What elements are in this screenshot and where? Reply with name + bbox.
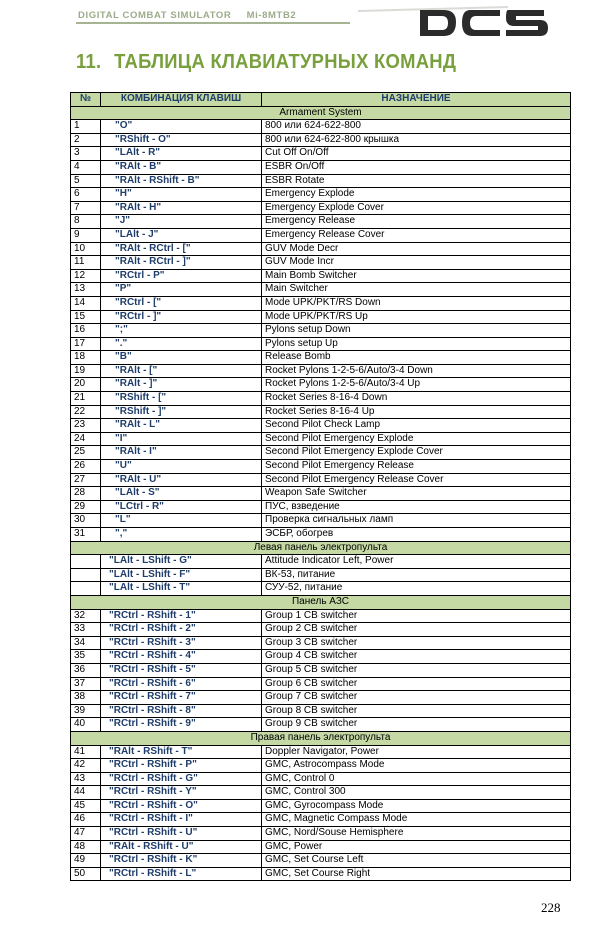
key-combination: "RCtrl - RShift - G" [101,772,262,786]
section-row [71,106,571,120]
table-row [71,704,571,718]
table-row [71,419,571,433]
key-combination: "RAlt - [" [101,364,262,378]
command-purpose: GMC, Power [262,840,571,854]
section-label: Правая панель электропульта [71,731,571,745]
command-purpose: Rocket Pylons 1-2-5-6/Auto/3-4 Up [262,378,571,392]
table-row [71,446,571,460]
key-combination: "RAlt - H" [101,201,262,215]
row-number: 17 [71,337,101,351]
command-purpose: Emergency Release Cover [262,228,571,242]
row-number: 8 [71,215,101,229]
command-purpose: GMC, Astrocompass Mode [262,759,571,773]
key-combination: "RCtrl - RShift - 9" [101,718,262,732]
table-row [71,405,571,419]
command-purpose: Second Pilot Check Lamp [262,419,571,433]
command-purpose: Group 2 CB switcher [262,623,571,637]
section-title: ТАБЛИЦА КЛАВИАТУРНЫХ КОМАНД [114,51,457,73]
table-header-row [71,93,571,107]
table-row [71,813,571,827]
command-purpose: ВК-53, питание [262,568,571,582]
table-row [71,759,571,773]
table-row [71,392,571,406]
row-number: 1 [71,120,101,134]
key-combination: "LAlt - LShift - F" [101,568,262,582]
row-number [71,568,101,582]
key-combination: "U" [101,460,262,474]
section-row [71,595,571,609]
table-row [71,460,571,474]
command-purpose: Mode UPK/PKT/RS Down [262,296,571,310]
column-header-purpose: НАЗНАЧЕНИЕ [262,93,571,107]
key-combination: "RCtrl - P" [101,269,262,283]
table-row [71,867,571,881]
table-row [71,609,571,623]
command-purpose: Rocket Pylons 1-2-5-6/Auto/3-4 Down [262,364,571,378]
key-combination: "RCtrl - [" [101,296,262,310]
column-header-keys: КОМБИНАЦИЯ КЛАВИШ [101,93,262,107]
command-purpose: Group 7 CB switcher [262,691,571,705]
key-combination: "J" [101,215,262,229]
key-combination: "I" [101,432,262,446]
section-row [71,731,571,745]
command-purpose: Group 3 CB switcher [262,636,571,650]
table-row [71,215,571,229]
key-combination: "RCtrl - RShift - 6" [101,677,262,691]
command-purpose: GUV Mode Incr [262,256,571,270]
key-combination: "RShift - [" [101,392,262,406]
table-row [71,269,571,283]
key-combination: "RAlt - I" [101,446,262,460]
row-number: 19 [71,364,101,378]
row-number: 28 [71,487,101,501]
key-combination: "LAlt - LShift - G" [101,555,262,569]
key-combination: "RCtrl - RShift - 8" [101,704,262,718]
key-combination: "RShift - O" [101,133,262,147]
table-row [71,623,571,637]
command-purpose: Emergency Explode [262,188,571,202]
row-number: 40 [71,718,101,732]
row-number: 49 [71,854,101,868]
table-row [71,500,571,514]
command-purpose: GMC, Control 300 [262,786,571,800]
table-row [71,351,571,365]
page-title [76,51,456,74]
key-combination: "RAlt - RShift - U" [101,840,262,854]
key-combination: "RCtrl - RShift - 7" [101,691,262,705]
page-number: 228 [541,900,561,915]
key-combination: "LAlt - J" [101,228,262,242]
row-number: 6 [71,188,101,202]
command-purpose: Group 6 CB switcher [262,677,571,691]
table-row [71,378,571,392]
row-number: 16 [71,324,101,338]
row-number: 43 [71,772,101,786]
row-number: 20 [71,378,101,392]
key-combination: "P" [101,283,262,297]
command-purpose: Release Bomb [262,351,571,365]
key-combination: "RCtrl - RShift - U" [101,827,262,841]
row-number: 48 [71,840,101,854]
row-number: 50 [71,867,101,881]
key-combination: "RAlt - L" [101,419,262,433]
table-row [71,432,571,446]
row-number: 3 [71,147,101,161]
page-header [0,0,607,42]
table-row [71,120,571,134]
command-purpose: Main Switcher [262,283,571,297]
row-number: 12 [71,269,101,283]
key-combination: "RCtrl - RShift - 5" [101,663,262,677]
header-rule [76,22,350,24]
key-combination: "LAlt - R" [101,147,262,161]
row-number: 2 [71,133,101,147]
key-combination: "RCtrl - RShift - Y" [101,786,262,800]
table-row [71,310,571,324]
table-row [71,324,571,338]
key-combination: "," [101,528,262,542]
table-row [71,677,571,691]
command-purpose: СУУ-52, питание [262,582,571,596]
column-header-number: № [71,93,101,107]
command-purpose: GMC, Set Course Right [262,867,571,881]
command-purpose: Mode UPK/PKT/RS Up [262,310,571,324]
table-row [71,827,571,841]
command-purpose: GMC, Nord/Souse Hemisphere [262,827,571,841]
row-number: 37 [71,677,101,691]
row-number: 5 [71,174,101,188]
key-combination: "RCtrl - ]" [101,310,262,324]
table-row [71,718,571,732]
row-number: 29 [71,500,101,514]
key-combination: "LAlt - S" [101,487,262,501]
key-combination: "RCtrl - RShift - K" [101,854,262,868]
key-combination: "L" [101,514,262,528]
table-row [71,133,571,147]
command-purpose: Second Pilot Emergency Release [262,460,571,474]
table-row [71,147,571,161]
header-text [78,10,296,21]
command-purpose: Rocket Series 8-16-4 Down [262,392,571,406]
table-row [71,772,571,786]
key-combination: "RAlt - RShift - T" [101,745,262,759]
command-purpose: Group 9 CB switcher [262,718,571,732]
row-number: 44 [71,786,101,800]
table-body [71,106,571,881]
row-number: 36 [71,663,101,677]
row-number: 18 [71,351,101,365]
row-number: 27 [71,473,101,487]
command-purpose: Doppler Navigator, Power [262,745,571,759]
header-simulator: DIGITAL COMBAT SIMULATOR [78,10,232,21]
table-row [71,514,571,528]
key-combination: "RAlt - RCtrl - ]" [101,256,262,270]
command-purpose: Group 4 CB switcher [262,650,571,664]
key-combination: "LCtrl - R" [101,500,262,514]
command-purpose: Second Pilot Emergency Explode [262,432,571,446]
row-number: 14 [71,296,101,310]
key-combination: "RCtrl - RShift - I" [101,813,262,827]
table-row [71,188,571,202]
table-row [71,337,571,351]
table-row [71,242,571,256]
key-combination: "RCtrl - RShift - 4" [101,650,262,664]
table-row [71,663,571,677]
row-number: 35 [71,650,101,664]
table-row [71,582,571,596]
table-row [71,228,571,242]
key-combination: "RAlt - RShift - B" [101,174,262,188]
row-number: 38 [71,691,101,705]
row-number: 9 [71,228,101,242]
key-combination: "RAlt - RCtrl - [" [101,242,262,256]
command-purpose: Weapon Safe Switcher [262,487,571,501]
row-number: 34 [71,636,101,650]
row-number: 47 [71,827,101,841]
table-row [71,283,571,297]
command-purpose: ПУС, взведение [262,500,571,514]
command-purpose: Emergency Explode Cover [262,201,571,215]
key-combination: "." [101,337,262,351]
row-number: 26 [71,460,101,474]
table-row [71,691,571,705]
row-number: 45 [71,799,101,813]
row-number: 32 [71,609,101,623]
table-row [71,786,571,800]
header-module: Mi-8MTB2 [246,10,297,21]
key-combination: "O" [101,120,262,134]
table-row [71,650,571,664]
keyboard-commands-table [70,92,571,881]
key-combination: "RCtrl - RShift - O" [101,799,262,813]
command-purpose: GUV Mode Decr [262,242,571,256]
row-number [71,582,101,596]
command-purpose: Attitude Indicator Left, Power [262,555,571,569]
table-row [71,555,571,569]
key-combination: "RAlt - U" [101,473,262,487]
row-number: 21 [71,392,101,406]
row-number: 23 [71,419,101,433]
row-number: 15 [71,310,101,324]
row-number: 22 [71,405,101,419]
table-row [71,174,571,188]
command-purpose: ESBR Rotate [262,174,571,188]
table-row [71,745,571,759]
dcs-logo [358,4,554,40]
command-purpose: Main Bomb Switcher [262,269,571,283]
section-label: Armament System [71,106,571,120]
row-number: 31 [71,528,101,542]
command-purpose: 800 или 624-622-800 [262,120,571,134]
section-number: 11. [76,51,102,73]
command-purpose: GMC, Magnetic Compass Mode [262,813,571,827]
row-number: 46 [71,813,101,827]
command-purpose: Cut Off On/Off [262,147,571,161]
table-row [71,296,571,310]
row-number: 42 [71,759,101,773]
key-combination: "RAlt - ]" [101,378,262,392]
table-row [71,528,571,542]
key-combination: "LAlt - LShift - T" [101,582,262,596]
command-purpose: Group 8 CB switcher [262,704,571,718]
row-number: 13 [71,283,101,297]
row-number: 30 [71,514,101,528]
row-number: 41 [71,745,101,759]
table-row [71,473,571,487]
row-number: 7 [71,201,101,215]
command-purpose: ЭСБР, обогрев [262,528,571,542]
command-purpose: Group 1 CB switcher [262,609,571,623]
row-number [71,555,101,569]
command-purpose: ESBR On/Off [262,160,571,174]
command-purpose: Second Pilot Emergency Release Cover [262,473,571,487]
command-purpose: GMC, Control 0 [262,772,571,786]
section-label: Панель АЗС [71,595,571,609]
command-purpose: Pylons setup Down [262,324,571,338]
row-number: 24 [71,432,101,446]
command-purpose: Emergency Release [262,215,571,229]
table-row [71,364,571,378]
table-row [71,568,571,582]
section-row [71,541,571,555]
key-combination: "RShift - ]" [101,405,262,419]
key-combination: "RCtrl - RShift - P" [101,759,262,773]
command-purpose: Pylons setup Up [262,337,571,351]
command-purpose: Second Pilot Emergency Explode Cover [262,446,571,460]
table-row [71,636,571,650]
command-purpose: Rocket Series 8-16-4 Up [262,405,571,419]
key-combination: "RCtrl - RShift - 1" [101,609,262,623]
table-row [71,256,571,270]
key-combination: "B" [101,351,262,365]
row-number: 33 [71,623,101,637]
section-label: Левая панель электропульта [71,541,571,555]
key-combination: ";" [101,324,262,338]
table-row [71,160,571,174]
row-number: 25 [71,446,101,460]
table-row [71,201,571,215]
table-row [71,854,571,868]
key-combination: "RCtrl - RShift - L" [101,867,262,881]
command-purpose: Проверка сигнальных ламп [262,514,571,528]
command-purpose: GMC, Gyrocompass Mode [262,799,571,813]
command-purpose: GMC, Set Course Left [262,854,571,868]
row-number: 10 [71,242,101,256]
table-row [71,799,571,813]
row-number: 11 [71,256,101,270]
key-combination: "RAlt - B" [101,160,262,174]
row-number: 4 [71,160,101,174]
table-row [71,487,571,501]
table-row [71,840,571,854]
command-purpose: Group 5 CB switcher [262,663,571,677]
command-purpose: 800 или 624-622-800 крышка [262,133,571,147]
key-combination: "RCtrl - RShift - 3" [101,636,262,650]
key-combination: "RCtrl - RShift - 2" [101,623,262,637]
key-combination: "H" [101,188,262,202]
row-number: 39 [71,704,101,718]
